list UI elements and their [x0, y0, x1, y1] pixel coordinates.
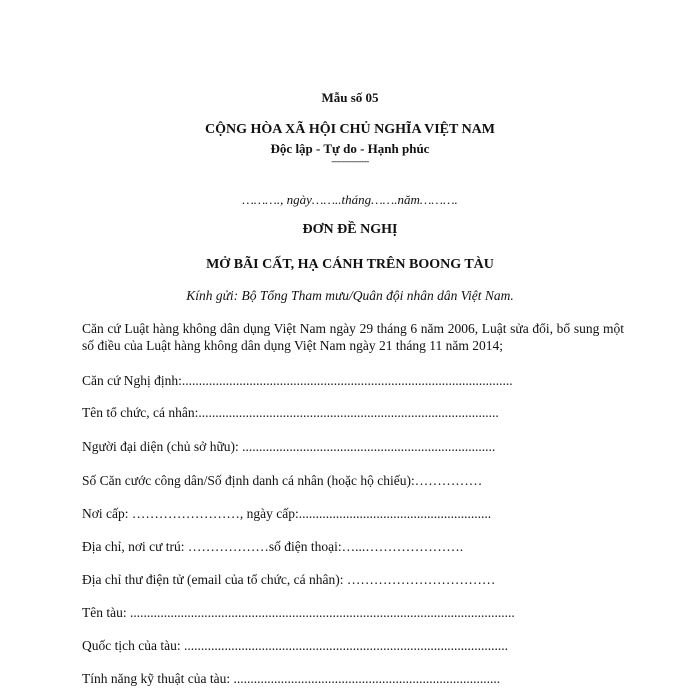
recipient-line: Kính gửi: Bộ Tổng Tham mưu/Quân đội nhân dân Việt Nam. [186, 288, 514, 303]
field-organization-name: Tên tổ chức, cá nhân:......................................................................................... [82, 405, 499, 420]
field-email: Địa chỉ thư điện tử (email của tổ chức, cá nhân): …………………………… [82, 572, 496, 587]
field-decree: Căn cứ Nghị định:.................................................................................................. [82, 373, 513, 388]
field-ship-name: Tên tàu: .................................................................................................................. [82, 605, 515, 620]
field-ship-nationality: Quốc tịch của tàu: ................................................................................................ [82, 638, 508, 653]
date-line: ………., ngày……..tháng…….năm………. [242, 192, 458, 207]
national-motto: Độc lập - Tự do - Hạnh phúc [270, 141, 430, 156]
national-title: CỘNG HÒA XÃ HỘI CHỦ NGHĨA VIỆT NAM [204, 122, 495, 137]
field-representative: Người đại diện (chủ sở hữu): ........................................................................... [82, 439, 496, 454]
legal-basis-paragraph: Căn cứ Luật hàng không dân dụng Việt Nam ngày 29 tháng 6 năm 2006, Luật sửa đổi, bổ sung một số điều của Luật hàng không dân dụng Việt Nam ngày 21 tháng 11 năm 2014; [82, 321, 624, 353]
form-number: Mẫu số 05 [321, 90, 379, 105]
field-ship-specs: Tính năng kỹ thuật của tàu: ............................................................................... [82, 671, 501, 686]
document-subtitle: MỞ BÃI CẤT, HẠ CÁNH TRÊN BOONG TÀU [206, 257, 494, 272]
field-address-phone: Địa chỉ, nơi cư trú: ………………số điện thoại:…...…………………. [82, 539, 464, 554]
document-title: ĐƠN ĐỀ NGHỊ [302, 222, 398, 237]
field-issue-place-date: Nơi cấp: ……………………, ngày cấp:......................................................... [82, 506, 492, 521]
field-id-number: Số Căn cước công dân/Số định danh cá nhân (hoặc hộ chiếu):…………… [82, 473, 483, 488]
header-divider: --------------- [331, 156, 369, 166]
